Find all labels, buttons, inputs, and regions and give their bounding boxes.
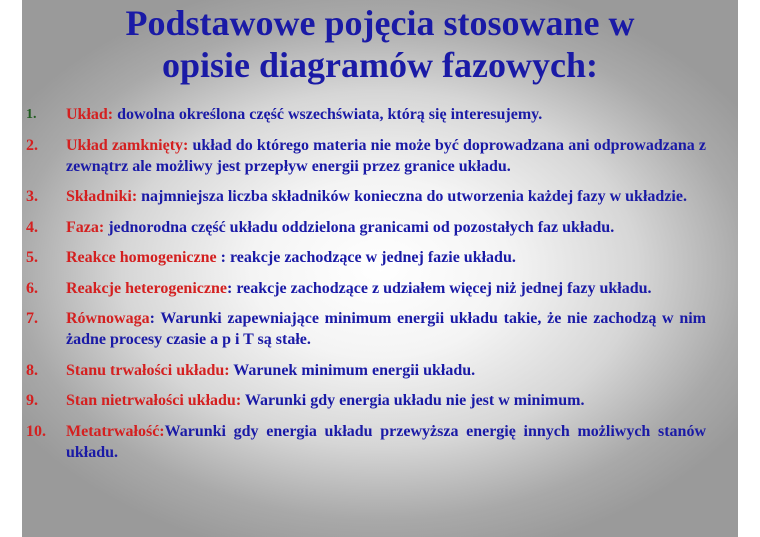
list-item-description: układ do którego materia nie może być doprowadzana ani odprowadzana z zewnątrz ale możliwy jest przepływ energii przez granice układu. [66, 136, 706, 175]
list-item-description: Warunki gdy energia układu nie jest w minimum. [241, 392, 585, 409]
definitions-list [26, 104, 706, 472]
list-item-text [66, 360, 706, 381]
list-item-text [66, 308, 706, 350]
list-item-number: 9. [26, 392, 38, 409]
list-item-term: Reakce homogeniczne [66, 249, 217, 266]
list-item-text [66, 247, 706, 268]
list-item-text [66, 390, 706, 411]
list-item-text [66, 421, 706, 463]
list-item-text [66, 135, 706, 177]
list-item-4 [26, 217, 706, 238]
list-item-description: najmniejsza liczba składników konieczna do utworzenia każdej fazy w układzie. [137, 188, 687, 205]
list-item-number: 1. [26, 107, 37, 122]
list-item-text [66, 217, 706, 238]
list-item-number: 5. [26, 249, 38, 266]
list-item-2 [26, 135, 706, 177]
list-item-3 [26, 186, 706, 207]
list-item-5 [26, 247, 706, 268]
list-item-10 [26, 421, 706, 463]
list-item-number: 10. [26, 422, 46, 440]
list-item-description: : Warunki zapewniające minimum energii układu takie, że nie zachodzą w nim żadne procesy czasie a p i T są stałe. [66, 310, 706, 348]
list-item-description: : reakcje zachodzące w jednej fazie układu. [216, 249, 516, 266]
list-item-term: Reakcje heterogeniczne [66, 279, 227, 297]
list-item-number: 6. [26, 279, 38, 297]
list-item-1 [26, 104, 706, 125]
list-item-description: dowolna określona część wszechświata, którą się interesujemy. [113, 106, 543, 123]
list-item-9 [26, 390, 706, 411]
list-item-number: 4. [26, 218, 38, 236]
list-item-term: Składniki: [66, 188, 138, 205]
list-item-description: Warunki gdy energia układu przewyższa energię innych możliwych stanów układu. [66, 422, 706, 461]
list-item-description: : reakcje zachodzące z udziałem więcej niż jednej fazy układu. [226, 279, 652, 297]
list-item-term: Układ: [66, 106, 114, 123]
list-item-term: Faza: [66, 218, 105, 236]
list-item-8 [26, 360, 706, 381]
list-item-term: Stanu trwałości układu: [66, 361, 230, 379]
list-item-term: Równowaga [66, 310, 150, 327]
list-item-text [66, 104, 706, 125]
list-item-description: jednorodna część układu oddzielona granicami od pozostałych faz układu. [104, 218, 615, 236]
slide [22, 0, 738, 537]
list-item-7 [26, 308, 706, 350]
list-item-description: Warunek minimum energii układu. [229, 361, 476, 379]
list-item-term: Układ zamknięty: [66, 136, 189, 154]
list-item-number: 8. [26, 361, 38, 379]
list-item-text [66, 278, 706, 299]
list-item-number: 3. [26, 188, 38, 205]
list-item-number: 7. [26, 310, 38, 327]
slide-title [22, 2, 738, 86]
list-item-term: Metatrwałość: [66, 422, 165, 440]
list-item-text [66, 186, 706, 207]
slide-title-line-2: opisie diagramów fazowych: [162, 45, 598, 85]
slide-title-line-1: Podstawowe pojęcia stosowane w [125, 3, 635, 43]
list-item-term: Stan nietrwałości układu: [66, 392, 242, 409]
list-item-6 [26, 278, 706, 299]
list-item-number: 2. [26, 136, 38, 154]
